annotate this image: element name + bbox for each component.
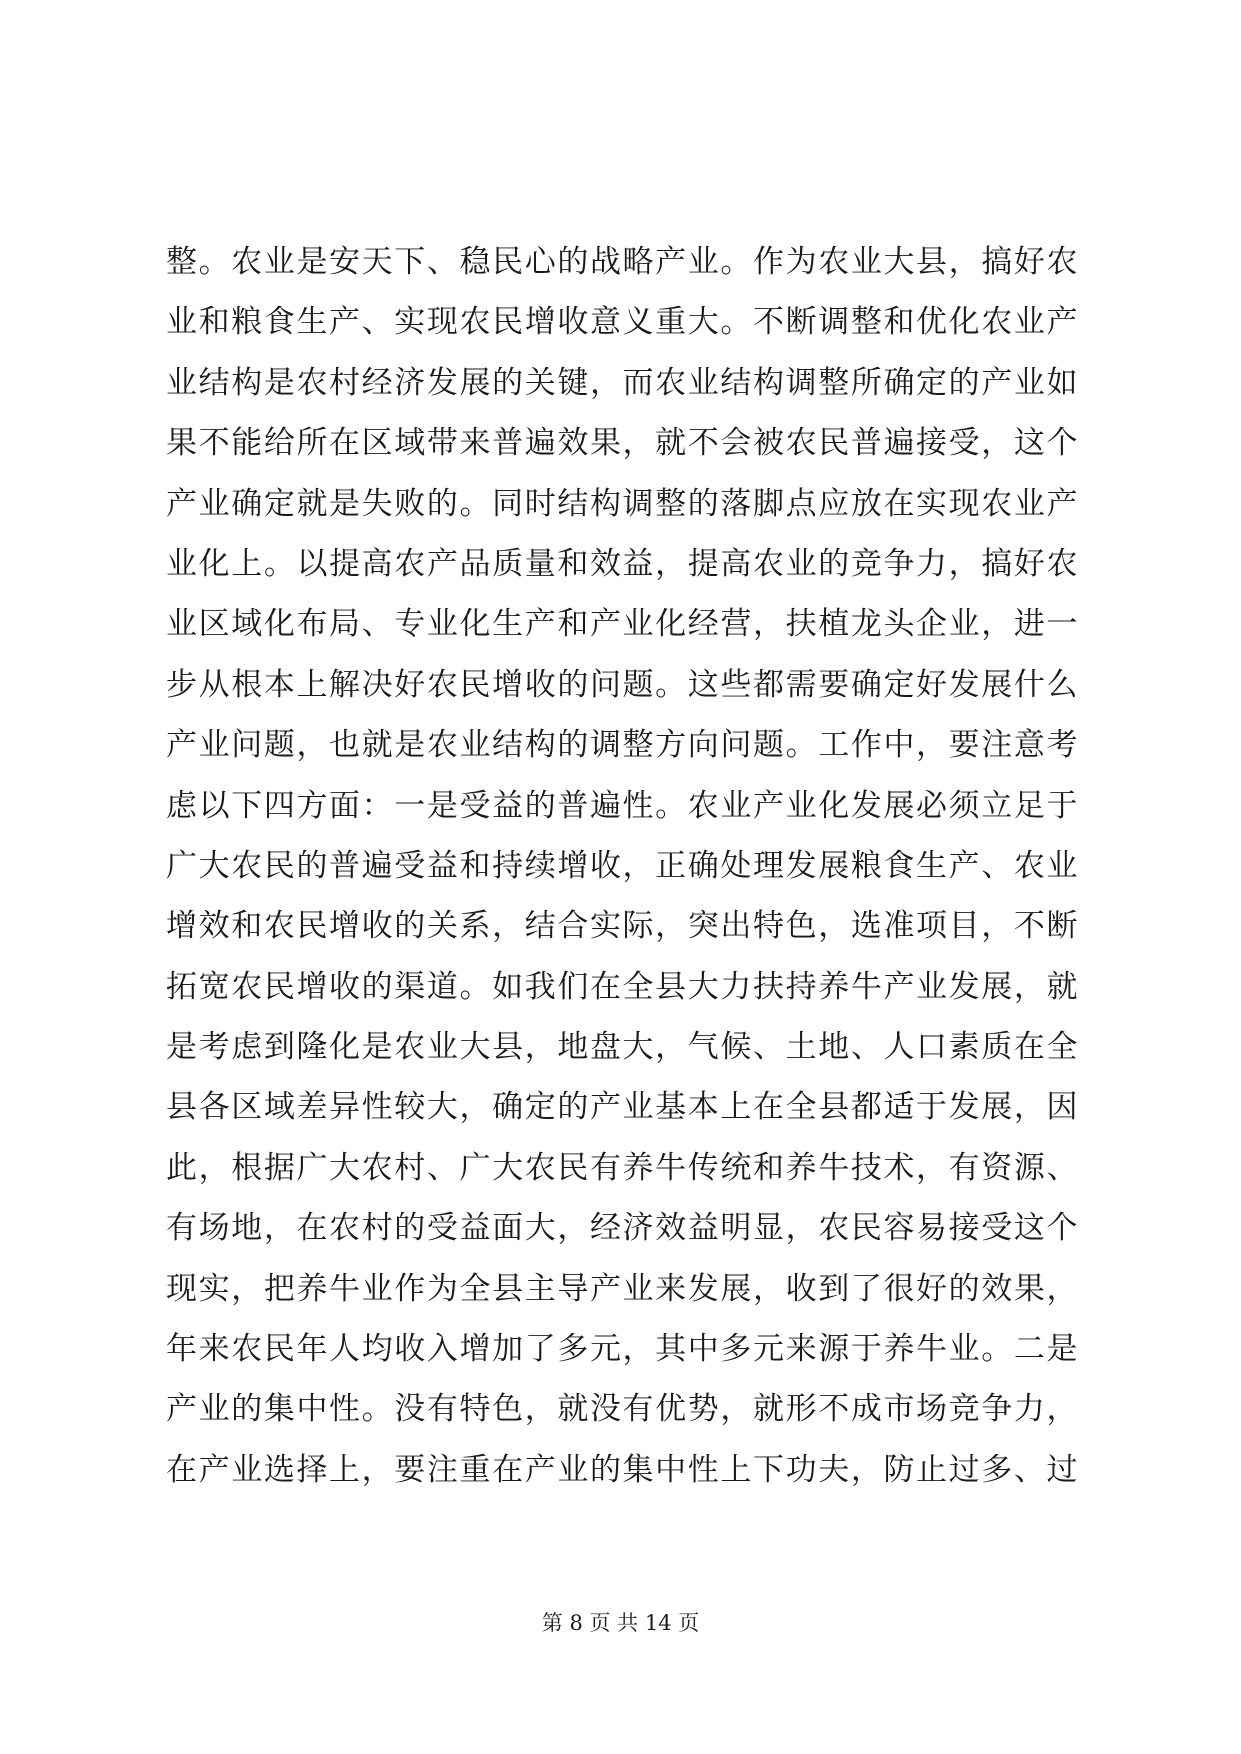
text-line-17: 有场地，在农村的受益面大，经济效益明显，农民容易接受这个: [166, 1210, 1078, 1247]
text-line-5: 产业确定就是失败的。同时结构调整的落脚点应放在实现农业产: [166, 485, 1078, 522]
text-line-20: 产业的集中性。没有特色，就没有优势，就形不成市场竞争力，: [166, 1391, 1078, 1428]
text-line-21: 在产业选择上，要注重在产业的集中性上下功夫，防止过多、过: [166, 1451, 1078, 1488]
text-line-15: 县各区域差异性较大，确定的产业基本上在全县都适于发展，因: [166, 1089, 1078, 1126]
text-line-18: 现实，把养牛业作为全县主导产业来发展，收到了很好的效果，: [166, 1270, 1078, 1307]
text-line-13: 拓宽农民增收的渠道。如我们在全县大力扶持养牛产业发展，就: [166, 968, 1078, 1005]
body-text: [166, 232, 1078, 1500]
text-line-1: 整。农业是安天下、稳民心的战略产业。作为农业大县，搞好农: [166, 244, 1078, 280]
page-number-footer: 第 8 页 共 14 页: [541, 1611, 700, 1635]
text-line-12: 增效和农民增收的关系，结合实际，突出特色，选准项目，不断: [166, 908, 1078, 945]
text-line-4: 果不能给所在区域带来普遍效果，就不会被农民普遍接受，这个: [166, 425, 1078, 462]
text-line-9: 产业问题，也就是农业结构的调整方向问题。工作中，要注意考: [166, 727, 1078, 764]
text-line-10: 虑以下四方面：一是受益的普遍性。农业产业化发展必须立足于: [166, 787, 1078, 824]
text-line-11: 广大农民的普遍受益和持续增收，正确处理发展粮食生产、农业: [166, 847, 1078, 884]
text-line-8: 步从根本上解决好农民增收的问题。这些都需要确定好发展什么: [166, 666, 1078, 703]
text-line-3: 业结构是农村经济发展的关键，而农业结构调整所确定的产业如: [166, 364, 1078, 401]
text-line-14: 是考虑到隆化是农业大县，地盘大，气候、土地、人口素质在全: [166, 1029, 1078, 1066]
text-line-6: 业化上。以提高农产品质量和效益，提高农业的竞争力，搞好农: [166, 545, 1078, 582]
text-line-2: 业和粮食生产、实现农民增收意义重大。不断调整和优化农业产: [166, 304, 1078, 341]
text-line-19: 年来农民年人均收入增加了多元，其中多元来源于养牛业。二是: [166, 1331, 1078, 1368]
text-line-7: 业区域化布局、专业化生产和产业化经营，扶植龙头企业，进一: [166, 606, 1078, 643]
text-line-16: 此，根据广大农村、广大农民有养牛传统和养牛技术，有资源、: [166, 1149, 1078, 1186]
